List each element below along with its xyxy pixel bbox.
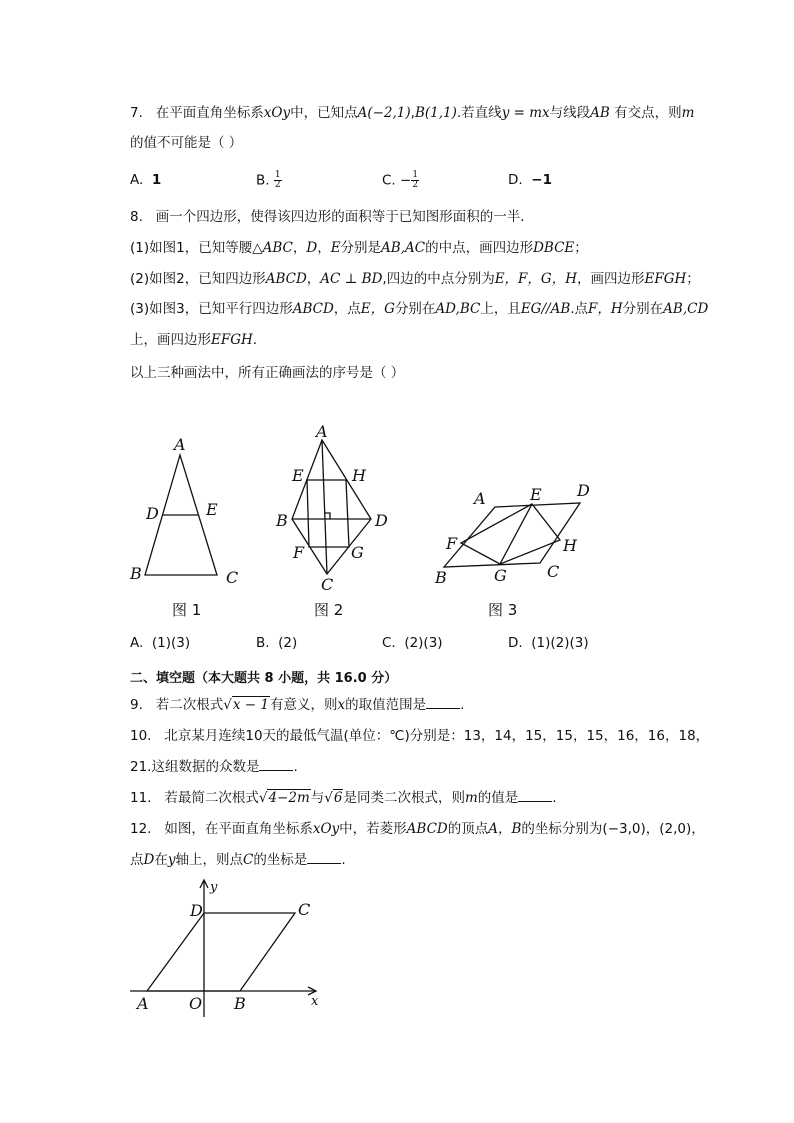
q7-line1: 7. 在平面直角坐标系xOy中，已知点A(−2,1),B(1,1).若直线y = mx与线段AB 有交点，则m: [130, 105, 695, 121]
label-a: A: [174, 435, 186, 454]
radical: √x − 1: [223, 697, 269, 713]
label-e: E: [206, 500, 218, 519]
label-a: A: [137, 994, 149, 1013]
figure-1-caption: 图 1: [172, 601, 202, 619]
q7-option-b[interactable]: B. $\frac{1}{2}$: [256, 170, 281, 190]
answer-blank[interactable]: [518, 789, 552, 802]
q12-line2: 点D在y轴上，则点C的坐标是 .: [130, 852, 346, 868]
answer-blank[interactable]: [259, 758, 293, 771]
q8-item3: (3)如图3，已知平行四边形ABCD，点E，G分别在AD,BC上，且EG//AB.点F，H分别在AB,CD: [130, 301, 709, 317]
q8-item2: (2)如图2，已知四边形ABCD，AC ⊥ BD,四边的中点分别为E，F，G，H，画四边形EFGH；: [130, 271, 700, 287]
answer-blank[interactable]: [307, 851, 341, 864]
label-d: D: [146, 504, 159, 523]
q8-item1: (1)如图1，已知等腰△ABC，D，E分别是AB,AC的中点，画四边形DBCE；: [130, 240, 588, 256]
figure-3-caption: 图 3: [488, 601, 518, 619]
label-a: A: [316, 422, 328, 441]
label-e: E: [530, 485, 542, 504]
answer-blank[interactable]: [426, 696, 460, 709]
label-b: B: [435, 568, 447, 587]
label-c: C: [321, 575, 334, 594]
fraction: $\frac{1}{2}$: [274, 170, 281, 190]
label-d: D: [190, 901, 203, 920]
q8-option-b[interactable]: B. (2): [256, 635, 298, 651]
q8-option-a[interactable]: A. (1)(3): [130, 635, 191, 651]
q8-stem: 8. 画一个四边形，使得该四边形的面积等于已知图形面积的一半．: [130, 209, 534, 225]
label-d: D: [577, 481, 590, 500]
label-f: F: [446, 534, 458, 553]
label-g: G: [494, 566, 507, 585]
q10-line1: 10. 北京某月连续10天的最低气温(单位：℃)分别是：13，14，15，15，15，16，16，18，: [130, 728, 710, 744]
q8-question: 以上三种画法中，所有正确画法的序号是（ ）: [130, 365, 405, 381]
label-h: H: [352, 466, 366, 485]
label-g: G: [351, 543, 364, 562]
figure-2-caption: 图 2: [314, 601, 344, 619]
q12-figure: [0, 875, 794, 1025]
label-e: E: [292, 466, 304, 485]
label-y: y: [210, 880, 218, 895]
q7-option-d[interactable]: D. −1: [508, 172, 552, 188]
q7-line2: 的值不可能是（ ）: [130, 135, 243, 151]
radical: √6: [324, 790, 343, 806]
label-d: D: [375, 511, 388, 530]
q8-item3-cont: 上，画四边形EFGH.: [130, 332, 258, 348]
parallelogram-abcd: [444, 503, 580, 567]
fraction: $\frac{1}{2}$: [412, 170, 419, 190]
q11: 11. 若最简二次根式√4−2m与√6是同类二次根式，则m的值是 .: [130, 790, 557, 806]
label-b: B: [276, 511, 288, 530]
q10-line2: 21.这组数据的众数是 .: [130, 759, 298, 775]
q7-option-c[interactable]: C. − $\frac{1}{2}$: [382, 170, 419, 190]
q12-line1: 12. 如图，在平面直角坐标系xOy中，若菱形ABCD的顶点A，B的坐标分别为(−3,0)，(2,0)，: [130, 821, 705, 837]
label-b: B: [130, 564, 142, 583]
q7-option-a[interactable]: A. 1: [130, 172, 162, 188]
q8-figures: [0, 415, 794, 645]
label-c: C: [547, 562, 560, 581]
figure-1: [129, 435, 238, 619]
q8-option-d[interactable]: D. (1)(2)(3): [508, 635, 589, 651]
radical: √4−2m: [258, 790, 310, 806]
label-c: C: [298, 900, 311, 919]
label-h: H: [563, 536, 577, 555]
rhombus-abcd: [147, 913, 295, 991]
diagonal-ac: [322, 440, 327, 574]
label-f: F: [293, 543, 305, 562]
label-c: C: [226, 568, 239, 587]
figure-2: [275, 422, 388, 619]
label-a: A: [474, 489, 486, 508]
q9: 9. 若二次根式√x − 1有意义，则x的取值范围是 .: [130, 697, 465, 713]
q8-option-c[interactable]: C. (2)(3): [382, 635, 443, 651]
figure-3: [434, 481, 590, 619]
label-b: B: [234, 994, 246, 1013]
label-o: O: [189, 994, 203, 1013]
label-x: x: [311, 994, 319, 1009]
section-heading-fill-in: 二、填空题（本大题共 8 小题，共 16.0 分）: [130, 671, 398, 686]
